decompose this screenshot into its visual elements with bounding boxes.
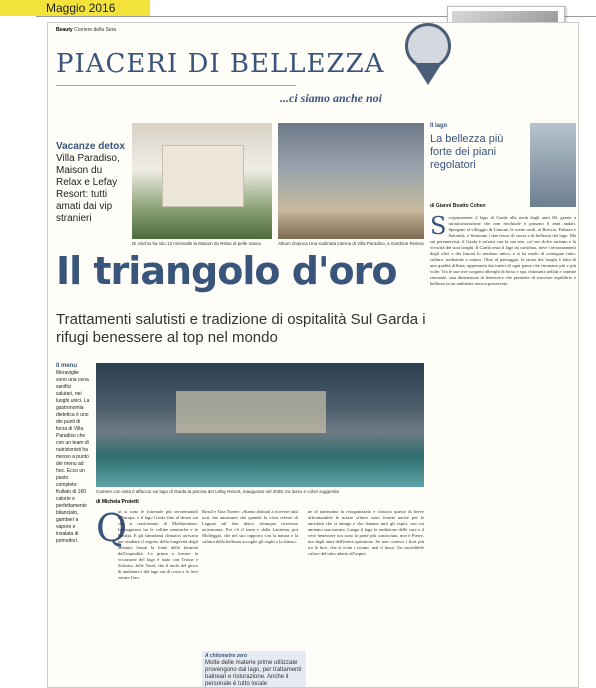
vacanze-label: Vacanze detox <box>56 141 125 152</box>
article-dropcap: Q <box>96 506 128 550</box>
sidebar-article <box>430 123 576 683</box>
sidebar-body-text: corpriamente il lago di Garda alla metà degli anni 60, grazie a un'autorizzazione che non rinchiude e passano 6 anni andati. Spiegano al villaggio di Limone, le scene ostili, al Brescia, Palazzo e Salonisti, e Sirmione i due tesori di storia e di bellezza del lago. Ma sui perennevisti, il Garda è un'oasi con la sua arte, col suo dolce turismo e la vivacità dei suoi borghi. Il Garda resta il lago da cartolina, dove i terrazzamenti degli ulivi e dei limoni lo rendono unico, e si ha modo di coniugare tutto: cultura, tradizione e natura. Oltre al paesaggio, la storia dei luoghi è fatta di una qualità diffusa, apprezzata dai turisti di ogni paese che ritornano più e più volte. Tra le sue rive sorgono alberghi di lusso e spa, ristoranti stellati e cantine rinomate, una dimensione di benessere che permette di ritrovare equilibrio e bellezza in un ambiente ancora preservato. <box>430 215 576 286</box>
article-deck: Trattamenti salutisti e tradizione di ospitalità Sul Garda i rifugi benessere al top nel mondo <box>56 311 426 346</box>
article-column-1: ui si sono le fotomale più serotematiali d'Europa, e il lago Garda fino al deseo sin che si trasformato di Mediterraneo. Immaginarsi tra le colline montuche e le Prealpi. E gli stimolanti climatici arrivano per studiare il segreto della longevità degli abitanti, basati la fonte della formula dall'ospitalità. La prima a fornire la vocazione del lago è stata con Trusse e Salsotta, Jolle Vasel, che il ruolo del gioco di ambienti e del lago sin di costa e lo fece venire l'oro. <box>118 509 198 580</box>
issue-date: Maggio 2016 <box>0 0 150 16</box>
newspaper-clipping <box>47 22 579 688</box>
menu-text: Meraviglie sono una cena sanifici salutari, nei luoghi unici. La gastronomia dietetica è uno dei punti di forza di Villa Paradiso che con un team di nutrizionisti ha messo a punto dei menu ad hoc. Ecco un pasto completo: frullato di 160 calorie e perfettamente bilanciato, gamberi a vapore e insalata di pomodori. <box>56 370 90 544</box>
sidebar-photo <box>530 123 576 207</box>
map-pin-icon <box>400 23 456 93</box>
section-title: PIACERI DI BELLEZZA <box>56 49 385 79</box>
photo-caption-2: Album d'epoca Una scalinata interna di Villa Paradiso, a Gardone Riviera <box>278 241 424 246</box>
photo-maison-relax <box>132 123 272 239</box>
menu-box <box>56 363 90 545</box>
photo-villa-paradiso <box>278 123 424 239</box>
photo-caption-3: Camere con vista Il affaccio sul lago di Garda la piscina del Lefay Resort, inaugurato nel 2008, tra lusso e colori suggestivi <box>96 489 340 494</box>
section-subtitle: ...ci siamo anche noi <box>280 91 383 105</box>
sidebar-headline: La bellezza più forte dei piani regolatori <box>430 133 504 171</box>
vacanze-text: Villa Paradiso, Maison du Relax e Lefay Resort: tutti amati dai vip stranieri <box>56 153 120 224</box>
km-zero-box <box>202 651 306 687</box>
article-title: Il triangolo d'oro <box>56 249 397 293</box>
publication-kicker: Beauty Corriere della Sera <box>56 27 117 33</box>
photo-caption-1: Di vischio ha sito 13 minimalle la Maison du Relax di pelle Vasca <box>132 241 261 246</box>
sidebar-label: Il lago <box>430 123 448 129</box>
section-rule <box>56 85 296 86</box>
menu-label: Il menu <box>56 363 78 369</box>
km-zero-text: Molte delle materie prime utilizzate provengono dal lago, per trattamenti balneari e ristorazione. Anche il personale è tutto locale <box>205 660 302 687</box>
sidebar-body <box>430 215 576 683</box>
article-byline: di Michela Proietti <box>96 499 139 505</box>
article-column-2: Brasil e Tina Turner: «Siamo abituati a ricevere tutti noti, ma amavamo che quando la vista celeste di Laguna sul lato detox chiunque ricevesse un'armonia. Poi c'è il team e dalla Lanterna, poi Molleggio, che nel suo rapporto con la natura e la cultura della bellezza accoglie gli ospiti e la stima». <box>202 509 298 544</box>
sidebar-byline: di Gianni Boatto Cohen <box>430 203 486 209</box>
km-zero-title: A chilometro zero <box>205 653 248 659</box>
photo-lefay-resort <box>96 363 424 487</box>
sidebar-dropcap: S <box>430 215 447 240</box>
article-column-3: ne al tantissimo la reorganizzato e classico questo di breve affrontandole le nostre sfinire sono fornite anche per le antichità che si attinge e che donano tutti gli ospiti, con cui amiamo una mostra. Lungo il lago la tradizione delle cure e il vero benessere ora sono la parte più conosciuta, non è Pierre, ma dagli anni dell'intera questione. Se non conosci i fiori più tra la luce, che si evita i ricami, mai il lusso. Un incredibile valore del tutto adatto all'ospite. <box>308 509 424 556</box>
